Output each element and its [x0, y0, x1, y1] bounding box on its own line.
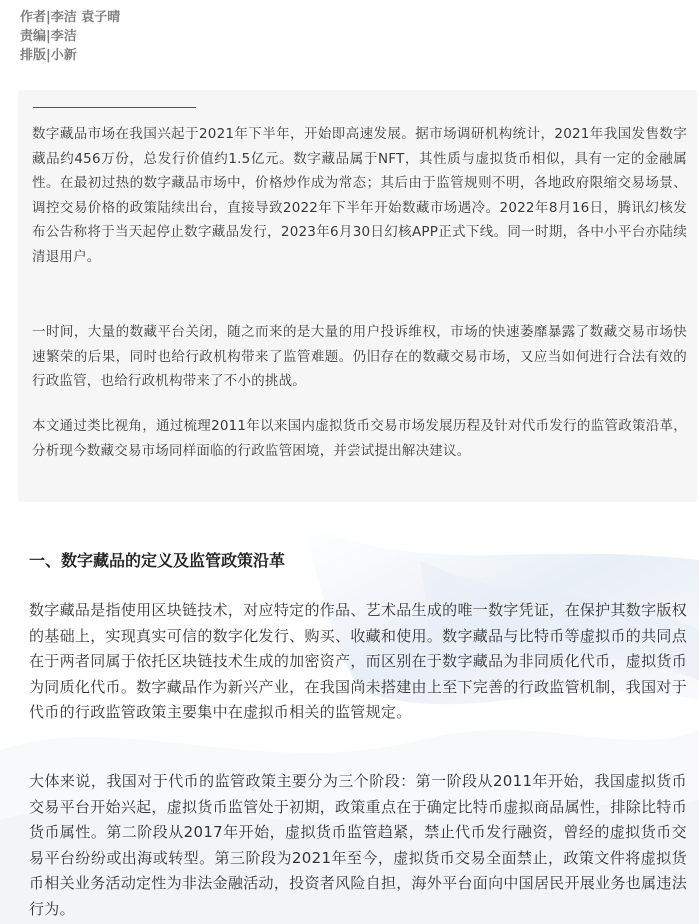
abstract-paragraph: 数字藏品市场在我国兴起于2021年下半年，开始即高速发展。据市场调研机构统计，2021年我国发售数字藏品约456万份，总发行价值约1.5亿元。数字藏品属于NFT，其性质与虚拟货币相似，具有一定的金融属性。在最初过热的数字藏品市场中，价格炒作成为常态；其后由于监管规则不明，各地政府限缩交易场景、调控交易价格的政策陆续出台，直接导致2022年下半年开始数藏市场遇冷。2022年8月16日，腾讯幻核发布公告称将于当天起停止数字藏品发行，2023年6月30日幻核APP正式下线。同一时期，各中小平台亦陆续清退用户。: [32, 126, 687, 265]
abstract-paragraph: 本文通过类比视角，通过梳理2011年以来国内虚拟货币交易市场发展历程及针对代币发行的监管政策沿革，分析现今数藏交易市场同样面临的行政监管困境，并尝试提出解决建议。: [32, 418, 687, 459]
section-heading: 一、数字藏品的定义及监管政策沿革: [29, 551, 286, 570]
abstract-divider: [33, 107, 196, 108]
author-credit: 作者|李洁 袁子晴: [20, 10, 121, 25]
article-credits: [20, 8, 120, 65]
layout-credit: 排版|小新: [20, 48, 77, 63]
body-paragraph: 数字藏品是指使用区块链技术，对应特定的作品、艺术品生成的唯一数字凭证，在保护其数字版权的基础上，实现真实可信的数字化发行、购买、收藏和使用。数字藏品与比特币等虚拟币的共同点在于两者同属于依托区块链技术生成的加密资产，而区别在于数字藏品为非同质化代币，虚拟货币为同质化代币。数字藏品作为新兴产业，在我国尚未搭建由上至下完善的行政监管机制，我国对于代币的行政监管政策主要集中在虚拟币相关的监管规定。: [29, 601, 687, 722]
editor-credit: 责编|李洁: [20, 29, 77, 44]
abstract-paragraph: 一时间，大量的数藏平台关闭，随之而来的是大量的用户投诉维权，市场的快速萎靡暴露了数藏交易市场快速繁荣的后果，同时也给行政机构带来了监管难题。仍旧存在的数藏交易市场，又应当如何进行合法有效的行政监管，也给行政机构带来了不小的挑战。: [32, 324, 687, 389]
body-paragraph: 大体来说，我国对于代币的监管政策主要分为三个阶段：第一阶段从2011年开始，我国虚拟货币交易平台开始兴起，虚拟货币监管处于初期，政策重点在于确定比特币虚拟商品属性，排除比特币货币属性。第二阶段从2017年开始，虚拟货币监管趋紧，禁止代币发行融资，曾经的虚拟货币交易平台纷纷或出海或转型。第三阶段为2021年至今，虚拟货币交易全面禁止，政策文件将虚拟货币相关业务活动定性为非法金融活动，投资者风险自担，海外平台面向中国居民开展业务也属违法行为。: [29, 772, 687, 918]
